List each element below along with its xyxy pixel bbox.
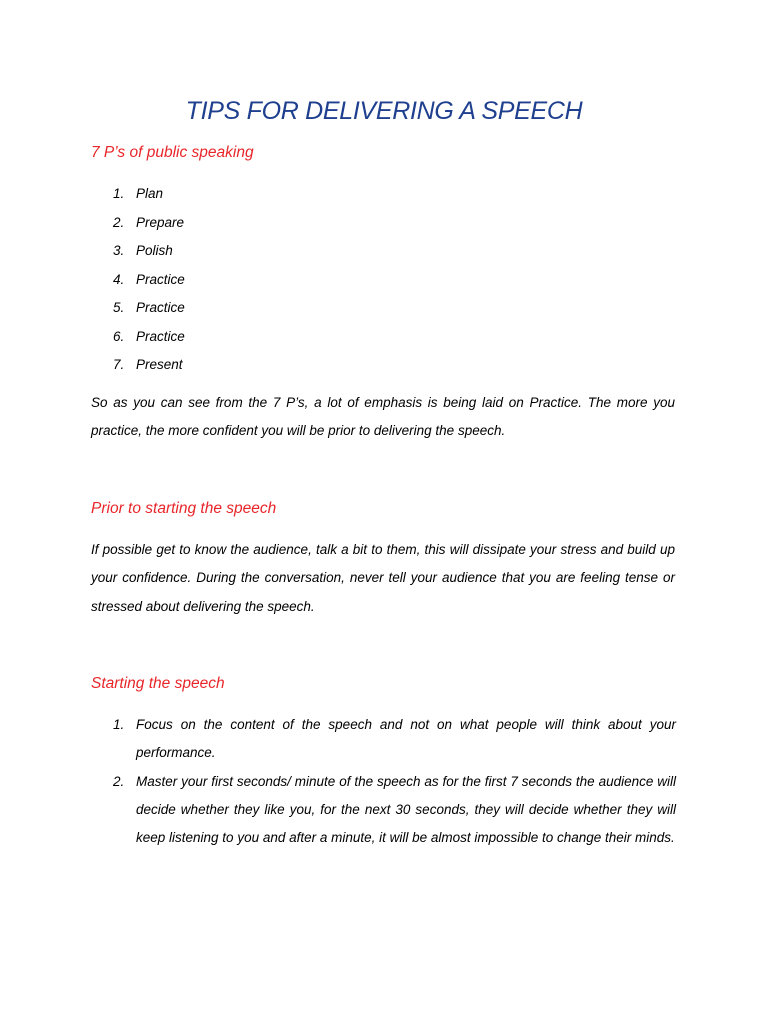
list-item-text: Focus on the content of the speech and not on what people will think about your performance. bbox=[136, 717, 676, 761]
list-item-number: 5. bbox=[113, 300, 125, 315]
list-item-text: Present bbox=[136, 357, 183, 372]
list-item-number: 2. bbox=[113, 773, 125, 789]
section-heading-starting: Starting the speech bbox=[91, 675, 225, 692]
list-item bbox=[0, 266, 768, 295]
document-title: TIPS FOR DELIVERING A SPEECH bbox=[185, 97, 583, 125]
list-item-number: 1. bbox=[113, 717, 125, 732]
list-item-text: Practice bbox=[136, 328, 185, 344]
list-item-text: Master your first seconds/ minute of the speech as for the first 7 seconds the audience will decide whether they like you, for the next 30 seconds, they will decide whether they will keep listening to you and after a minute, it will be almost impossible to change their minds. bbox=[136, 773, 676, 846]
list-item-text: Practice bbox=[136, 271, 185, 287]
list-item-number: 7. bbox=[113, 357, 125, 372]
list-item-number: 2. bbox=[113, 214, 125, 230]
list-item-number: 3. bbox=[113, 243, 125, 258]
prior-paragraph: If possible get to know the audience, talk a bit to them, this will dissipate your stress and build up your confidence. During the conversation, never tell your audience that you are feeling tense or stressed about delivering the speech. bbox=[91, 542, 675, 614]
section-heading-prior: Prior to starting the speech bbox=[91, 500, 277, 517]
list-item bbox=[0, 351, 768, 380]
seven-ps-list bbox=[0, 180, 768, 380]
list-item bbox=[0, 209, 768, 238]
list-item-text: Polish bbox=[136, 243, 173, 258]
list-item bbox=[0, 711, 768, 768]
list-item-text: Prepare bbox=[136, 214, 185, 230]
list-item-number: 4. bbox=[113, 271, 125, 287]
list-item-number: 6. bbox=[113, 328, 125, 344]
list-item-text: Practice bbox=[136, 300, 185, 315]
list-item bbox=[0, 323, 768, 352]
list-item bbox=[0, 768, 768, 853]
section-heading-7ps: 7 P’s of public speaking bbox=[91, 144, 254, 161]
list-item bbox=[0, 180, 768, 209]
starting-speech-list bbox=[0, 711, 768, 852]
emphasis-paragraph: So as you can see from the 7 P’s, a lot of emphasis is being laid on Practice. The more you practice, the more confident you will be prior to delivering the speech. bbox=[91, 395, 675, 439]
list-item-number: 1. bbox=[113, 186, 125, 201]
list-item bbox=[0, 294, 768, 323]
list-item bbox=[0, 237, 768, 266]
list-item-text: Plan bbox=[136, 186, 164, 201]
